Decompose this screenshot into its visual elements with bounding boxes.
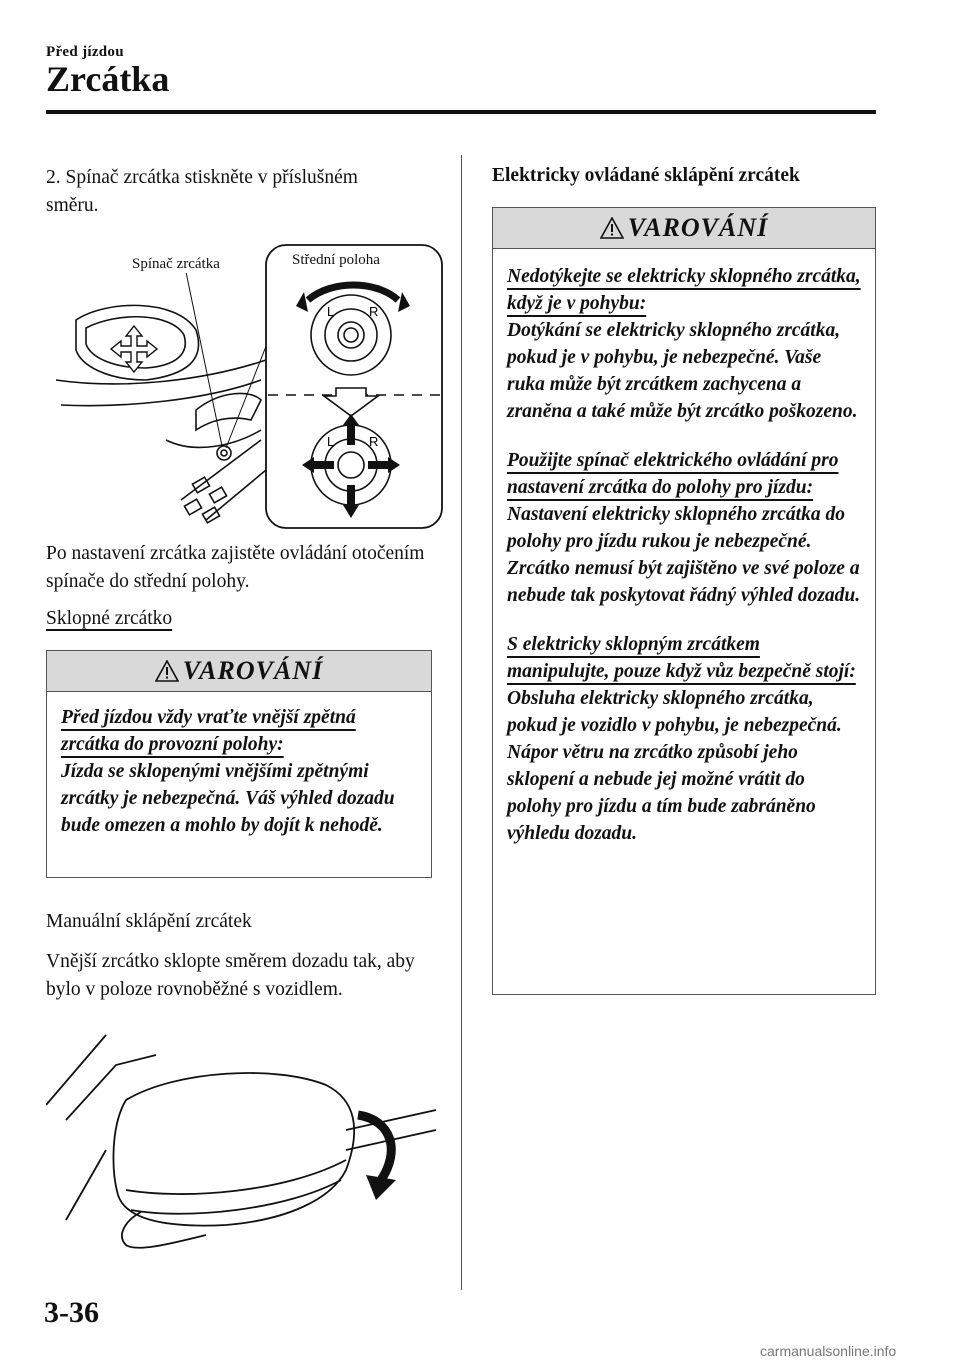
warning-triangle-icon — [155, 660, 179, 682]
header-rule — [46, 110, 876, 114]
step-2-text: 2. Spínač zrcátka stiskněte v příslušném směru. — [46, 167, 358, 216]
warning-text: Dotýkání se elektricky sklopného zrcátka, pokud je v pohybu, je nebezpečné. Vaše ruka může být zrcátkem zachycena a zraněna a také může být zrcátko poškozeno. — [507, 320, 858, 422]
warning-underlined-text: Před jízdou vždy vraťte vnější zpětná zrcátka do provozní polohy: — [61, 707, 356, 755]
warning-text: Nastavení elektricky sklopného zrcátka do polohy pro jízdu rukou je nebezpečné. Zrcátko nemusí být zajištěno ve své poloze a nebude tak poskytovat řádný výhled dozadu. — [507, 504, 861, 606]
manual-folding-text: Vnější zrcátko sklopte směrem dozadu tak, aby bylo v poloze rovnoběžné s vozidlem. — [46, 951, 415, 1000]
warning-title: VAROVÁNÍ — [627, 213, 769, 242]
warning-paragraph — [507, 631, 861, 847]
warning-box-folding — [46, 650, 432, 878]
watermark: carmanualsonline.info — [760, 1343, 897, 1359]
svg-text:L: L — [327, 434, 335, 449]
warning-paragraph — [507, 263, 861, 425]
svg-text:L: L — [327, 304, 335, 319]
svg-text:R: R — [369, 434, 379, 449]
neutral-position-label: Střední poloha — [292, 252, 380, 268]
page-number: 3-36 — [44, 1296, 99, 1329]
warning-text: Jízda se sklopenými vnějšími zpětnými zrcátky je nebezpečná. Váš výhled dozadu bude omezen a mohlo by dojít k nehodě. — [61, 761, 395, 836]
warning-header — [47, 651, 431, 692]
warning-triangle-icon — [600, 217, 624, 239]
warning-body — [493, 249, 875, 859]
warning-underlined-text: S elektricky sklopným zrcátkem manipulujte, pouze když vůz bezpečně stojí: — [507, 634, 856, 682]
section-label: Před jízdou — [46, 44, 124, 60]
after-figure-text: Po nastavení zrcátka zajistěte ovládání otočením spínače do střední polohy. — [46, 543, 425, 592]
svg-text:R: R — [369, 304, 379, 319]
page-title: Zrcátka — [46, 59, 170, 99]
warning-box-electric — [492, 207, 876, 995]
warning-underlined-text: Použijte spínač elektrického ovládání pro nastavení zrcátka do polohy pro jízdu: — [507, 450, 839, 498]
mirror-switch-figure — [46, 240, 446, 530]
warning-paragraph — [507, 447, 861, 609]
warning-underlined-text: Nedotýkejte se elektricky sklopného zrcátka, když je v pohybu: — [507, 266, 861, 314]
folding-mirror-figure — [46, 1030, 446, 1270]
folding-mirror-illustration — [46, 1030, 446, 1270]
warning-title: VAROVÁNÍ — [182, 656, 324, 685]
switch-label: Spínač zrcátka — [132, 256, 220, 272]
electric-folding-subhead: Elektricky ovládané sklápění zrcátek — [492, 165, 800, 186]
warning-paragraph — [61, 704, 417, 839]
manual-folding-subhead: Manuální sklápění zrcátek — [46, 911, 252, 932]
column-divider — [461, 155, 462, 1290]
mirror-switch-illustration — [46, 240, 446, 530]
warning-body — [47, 692, 431, 851]
warning-text: Obsluha elektricky sklopného zrcátka, pokud je vozidlo v pohybu, je nebezpečná. Nápor větru na zrcátko způsobí jeho sklopení a nebude jej možné vrátit do polohy pro jízdu a tím bude zabráněno výhledu dozadu. — [507, 688, 842, 844]
warning-header — [493, 208, 875, 249]
folding-mirror-subhead: Sklopné zrcátko — [46, 608, 173, 629]
